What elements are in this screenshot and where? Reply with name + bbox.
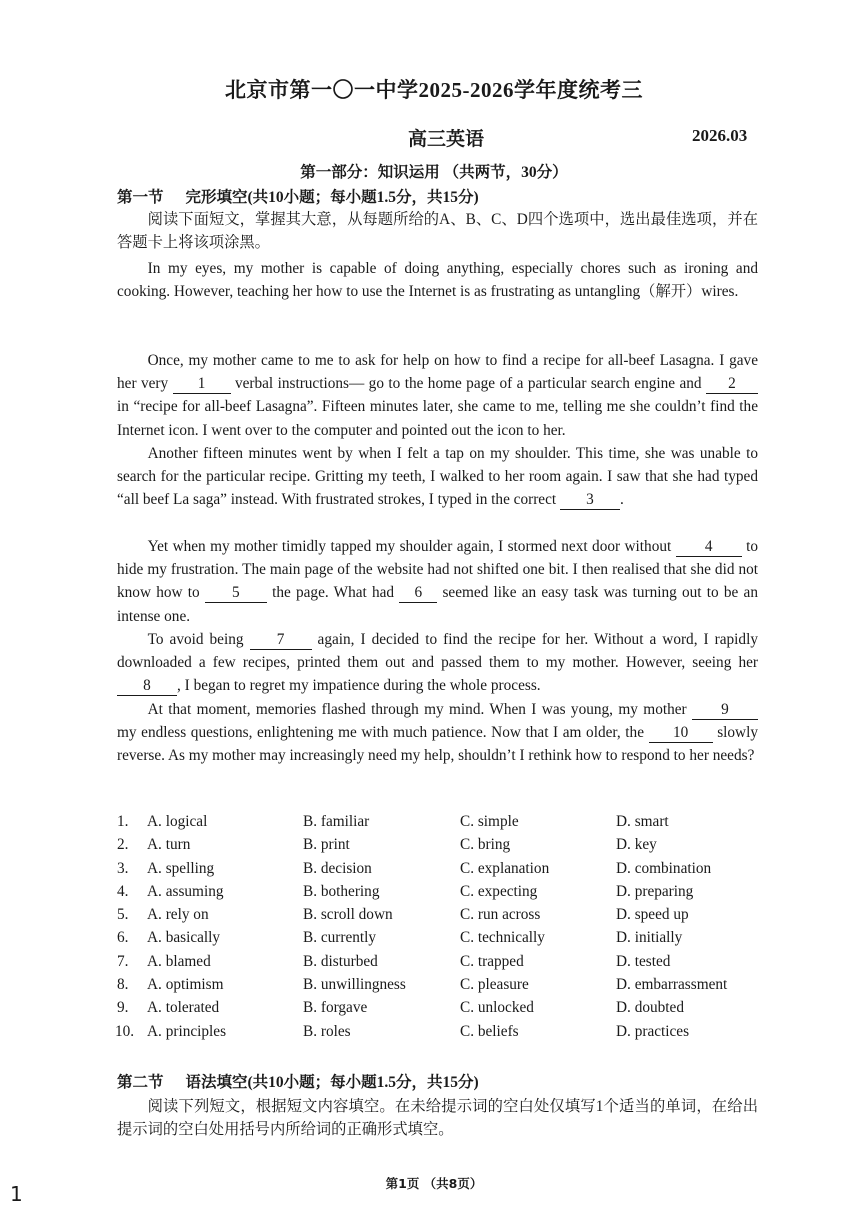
passage-paragraph-4 — [117, 535, 758, 628]
option-c: C. run across — [460, 906, 541, 924]
option-c: C. bring — [460, 836, 511, 854]
option-b: B. scroll down — [303, 906, 393, 924]
option-a: A. spelling — [147, 859, 215, 877]
option-d: D. combination — [616, 859, 712, 877]
exam-date: 2026.03 — [692, 126, 748, 145]
cloze-blank-4: 4 — [676, 538, 742, 557]
corner-page-mark: 1 — [10, 1182, 23, 1206]
question-number: 5. — [117, 906, 129, 924]
passage-paragraph-6 — [117, 698, 758, 768]
passage-text: verbal instructions— go to the home page of a particular search engine and — [230, 375, 706, 393]
section-one-heading — [117, 185, 479, 207]
passage-text: my endless questions, enlightening me with much patience. Now that I am older, the — [117, 724, 649, 742]
option-a: A. principles — [147, 1022, 227, 1040]
option-b: B. currently — [303, 929, 377, 947]
passage-text: Once, my mother came to me to ask for help on how to find a recipe for all-beef Lasagna. I gave her very — [117, 352, 758, 393]
question-number: 1. — [117, 813, 129, 830]
option-c: C. simple — [460, 813, 519, 830]
option-row — [117, 1023, 777, 1046]
option-row — [117, 860, 777, 883]
passage-text: , I began to regret my impatience during the whole process. — [177, 677, 541, 695]
section-two-label: 第二节 — [117, 1074, 164, 1091]
passage-text: seemed like an easy task was turning out to be an intense one. — [117, 584, 758, 625]
part-one-heading: 第一部分：知识运用 （共两节，30分） — [300, 164, 568, 181]
passage-text: Another fifteen minutes went by when I felt a tap on my shoulder. This time, she was unable to search for the particular recipe. Gritting my teeth, I walked to her room again. I saw that she had typed “all beef La saga” instead. With frustrated strokes, I typed in the correct — [117, 445, 758, 509]
passage-text: the page. What had — [266, 584, 400, 602]
option-b: B. print — [303, 836, 350, 854]
section-two-heading — [117, 1070, 479, 1092]
passage-text: again, I decided to find the recipe for her. Without a word, I rapidly downloaded a few recipes, printed them out and passed them to my mother. However, seeing her — [117, 631, 758, 672]
section-one-label: 第一节 — [117, 189, 164, 206]
exam-subject: 高三英语 — [408, 129, 485, 150]
passage-text: . — [619, 491, 624, 509]
option-b: B. forgave — [303, 999, 368, 1017]
passage-text: Yet when my mother timidly tapped my shoulder again, I stormed next door without — [147, 538, 676, 555]
option-c: C. expecting — [460, 882, 538, 900]
cloze-blank-2: 2 — [706, 375, 758, 394]
option-a: A. optimism — [147, 976, 224, 994]
cloze-blank-10: 10 — [649, 724, 713, 743]
section-two-instruction: 阅读下列短文，根据短文内容填空。在未给提示词的空白处仅填写1个适当的单词，在给出提示词的空白处用括号内所给词的正确形式填空。 — [117, 1098, 758, 1139]
exam-title: 北京市第一〇一中学2025-2026学年度统考三 — [225, 78, 643, 102]
option-d: D. key — [616, 836, 657, 854]
option-d: D. embarrassment — [616, 976, 728, 994]
passage-paragraph-2 — [117, 349, 758, 442]
passage-text: To avoid being — [147, 631, 250, 648]
cloze-blank-6: 6 — [399, 584, 437, 603]
question-number: 6. — [117, 929, 129, 947]
passage-paragraph-5 — [117, 628, 758, 698]
option-b: B. decision — [303, 859, 372, 877]
option-d: D. initially — [616, 929, 683, 947]
page-number-footer: 第1页 （共8页） — [385, 1176, 483, 1191]
cloze-blank-1: 1 — [173, 375, 231, 394]
option-row — [117, 906, 777, 929]
question-number: 2. — [117, 836, 129, 854]
question-number: 10. — [115, 1022, 135, 1040]
passage-paragraph-1: In my eyes, my mother is capable of doing anything, especially chores such as ironing and cooking. However, teaching her how to use the Internet is as frustrating as untangling（解开）wires. — [117, 260, 758, 301]
option-a: A. rely on — [147, 906, 209, 924]
section-one-instruction: 阅读下面短文，掌握其大意，从每题所给的A、B、C、D四个选项中，选出最佳选项，并在答题卡上将该项涂黑。 — [117, 211, 758, 252]
question-number: 9. — [117, 999, 129, 1017]
option-c: C. trapped — [460, 952, 524, 970]
option-c: C. technically — [460, 929, 545, 947]
option-row — [117, 836, 777, 859]
passage-text: to hide my frustration. The main page of the website had not shifted one bit. I then realised that she did not know how to — [117, 538, 758, 602]
option-c: C. beliefs — [460, 1022, 519, 1040]
option-b: B. familiar — [303, 813, 370, 830]
option-a: A. basically — [147, 929, 221, 947]
option-d: D. smart — [616, 813, 669, 830]
passage-text: At that moment, memories flashed through my mind. When I was young, my mother — [147, 701, 692, 718]
cloze-blank-9: 9 — [692, 701, 758, 720]
option-d: D. doubted — [616, 999, 684, 1017]
option-b: B. unwillingness — [303, 976, 406, 994]
cloze-blank-3: 3 — [560, 491, 620, 510]
passage-text: in “recipe for all-beef Lasagna”. Fifteen minutes later, she came to me, telling me she couldn’t find the Internet icon. I went over to the computer and pointed out the icon to her. — [117, 398, 758, 439]
option-row — [117, 813, 777, 836]
answer-options-table — [117, 813, 777, 1046]
option-d: D. tested — [616, 952, 671, 970]
option-d: D. preparing — [616, 882, 694, 900]
question-number: 4. — [117, 882, 129, 900]
option-a: A. tolerated — [147, 999, 220, 1017]
option-a: A. blamed — [147, 952, 211, 970]
option-c: C. unlocked — [460, 999, 534, 1017]
option-row — [117, 929, 777, 952]
question-number: 3. — [117, 859, 129, 877]
option-c: C. explanation — [460, 859, 550, 877]
option-row — [117, 999, 777, 1022]
cloze-blank-7: 7 — [250, 631, 312, 650]
option-b: B. disturbed — [303, 952, 378, 970]
option-d: D. practices — [616, 1022, 690, 1040]
section-one-title: 完形填空(共10小题；每小题1.5分，共15分) — [185, 189, 479, 206]
option-b: B. bothering — [303, 882, 380, 900]
option-a: A. logical — [147, 813, 208, 830]
option-row — [117, 953, 777, 976]
question-number: 7. — [117, 952, 129, 970]
cloze-blank-8: 8 — [117, 677, 177, 696]
option-d: D. speed up — [616, 906, 689, 924]
option-row — [117, 883, 777, 906]
option-a: A. assuming — [147, 882, 224, 900]
passage-paragraph-3 — [117, 442, 758, 512]
section-two-title: 语法填空(共10小题；每小题1.5分，共15分) — [185, 1074, 479, 1091]
passage-text: slowly reverse. As my mother may increasingly need my help, shouldn’t I rethink how to respond to her needs? — [117, 724, 758, 765]
option-c: C. pleasure — [460, 976, 529, 994]
option-b: B. roles — [303, 1022, 351, 1040]
question-number: 8. — [117, 976, 129, 994]
cloze-blank-5: 5 — [205, 584, 267, 603]
option-a: A. turn — [147, 836, 191, 854]
option-row — [117, 976, 777, 999]
